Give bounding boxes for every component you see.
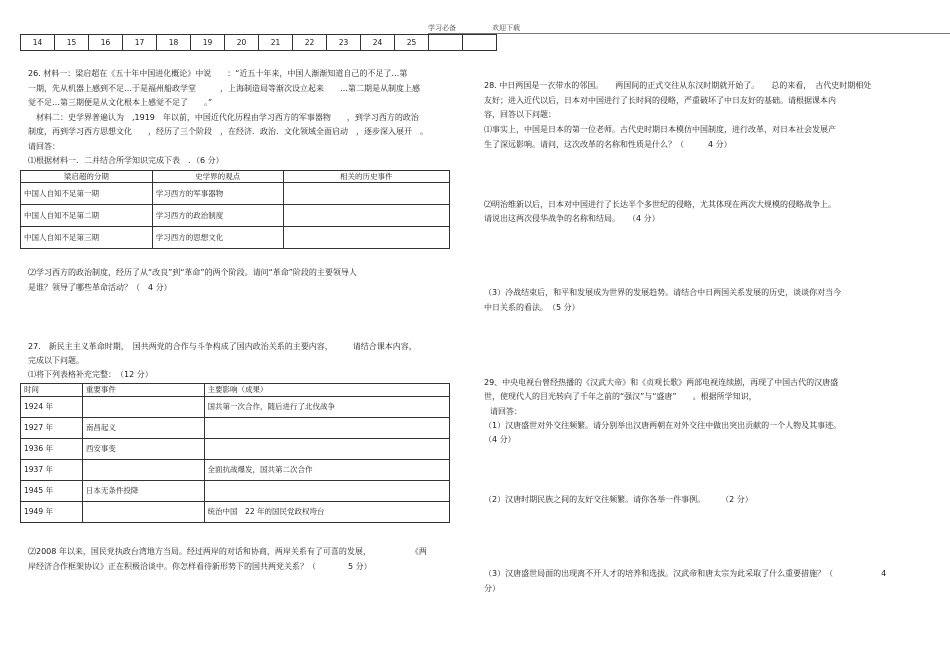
table-row bbox=[21, 439, 450, 460]
q27-answer-cell[interactable] bbox=[204, 418, 449, 439]
q27-cell: 1924 年 bbox=[21, 397, 83, 418]
number-cell: 15 bbox=[55, 35, 89, 51]
q28-line-1: 28. 中日两国是一衣带水的邻国。 两国间的正式交往从东汉时期就开始了。 总的来看， 古代史时期相处 bbox=[484, 81, 872, 90]
q27-table bbox=[20, 383, 450, 523]
q26-table bbox=[20, 170, 450, 249]
q28-sub2-line-1: ⑵明治维新以后，日本对中国进行了长达半个多世纪的侵略，尤其体现在两次大规模的侵略战争上。 bbox=[484, 200, 836, 209]
q26-line-2: 一期，先从机器上感到不足…于是福州船政学堂 ，上海制造局等渐次设立起来 …第二期是从制度上感 bbox=[28, 84, 420, 93]
q29-line-2: 世，使现代人的目光转向了千年之前的“强汉”与“盛唐” 。根据所学知识， bbox=[484, 392, 757, 401]
q27-cell: 西安事变 bbox=[82, 439, 204, 460]
answer-number-table bbox=[20, 34, 497, 51]
q26-answer-cell[interactable] bbox=[283, 205, 450, 227]
q29-sub2-line-1: （2）汉唐时期民族之间的友好交往频繁。请你各举一件事例。 （2 分） bbox=[484, 495, 753, 504]
q27-header-cell: 时间 bbox=[21, 384, 83, 397]
number-cell: 23 bbox=[327, 35, 361, 51]
number-cell: 20 bbox=[225, 35, 259, 51]
number-cell: 24 bbox=[361, 35, 395, 51]
number-cell: 22 bbox=[293, 35, 327, 51]
q27-line-2: 完成以下问题。 bbox=[28, 356, 84, 365]
q26-cell: 中国人自知不足第一期 bbox=[21, 183, 153, 205]
q26-cell: 学习西方的思想文化 bbox=[152, 227, 283, 249]
q27-cell: 1936 年 bbox=[21, 439, 83, 460]
q26-answer-cell[interactable] bbox=[283, 227, 450, 249]
number-cell: 14 bbox=[21, 35, 55, 51]
q29-sub3-line-2: 分） bbox=[484, 584, 500, 593]
number-cell: 17 bbox=[123, 35, 157, 51]
q26-line-6: 请回答： bbox=[28, 142, 60, 151]
q27-sub2-line-2: 岸经济合作框架协议》正在积极洽谈中。你怎样看待新形势下的国共两党关系？（ 5 分） bbox=[28, 562, 372, 571]
table-row bbox=[21, 397, 450, 418]
table-row bbox=[21, 205, 450, 227]
q27-cell: 全面抗战爆发，国共第二次合作 bbox=[204, 460, 449, 481]
q28-sub3-line-1: （3）冷战结束后，和平和发展成为世界的发展趋势。请结合中日两国关系发展的历史，谈谈你对当今 bbox=[484, 288, 842, 297]
q29-sub1-line-2: （4 分） bbox=[484, 435, 516, 444]
q27-cell: 统治中国 22 年的国民党政权垮台 bbox=[204, 502, 449, 523]
q28-line-3: 容，回答以下问题： bbox=[484, 110, 556, 119]
q27-answer-cell[interactable] bbox=[204, 439, 449, 460]
number-cell bbox=[429, 35, 463, 51]
q28-sub1-line-2: 生了深远影响。请问，这次改革的名称和性质是什么？（ 4 分） bbox=[484, 140, 732, 149]
q27-answer-cell[interactable] bbox=[82, 502, 204, 523]
q28-line-2: 友好；进入近代以后，日本对中国进行了长时间的侵略，严重破坏了中日友好的基础。请根据课本内 bbox=[484, 96, 836, 105]
q27-cell: 1945 年 bbox=[21, 481, 83, 502]
table-row bbox=[21, 227, 450, 249]
q28-sub3-line-2: 中日关系的看法。 （5 分） bbox=[484, 303, 580, 312]
q26-cell: 中国人自知不足第三期 bbox=[21, 227, 153, 249]
q27-cell: 南昌起义 bbox=[82, 418, 204, 439]
q26-line-5: 制度，再到学习西方思想文化 ，经历了三个阶段 ，在经济．政治．文化领域全面启动 ，逐步深入展开 。 bbox=[28, 127, 428, 136]
q27-cell: 1927 年 bbox=[21, 418, 83, 439]
q26-cell: 学习西方的政治制度 bbox=[152, 205, 283, 227]
header-divider bbox=[428, 33, 950, 34]
q29-line-3: 请回答： bbox=[490, 407, 522, 416]
table-row bbox=[21, 502, 450, 523]
q26-header-cell: 相关的历史事件 bbox=[283, 171, 450, 183]
q26-sub2-line-1: ⑵学习西方的政治制度，经历了从“改良”到“革命”的两个阶段。请问“革命”阶段的主要领导人 bbox=[28, 268, 357, 277]
number-row bbox=[21, 35, 497, 51]
q27-header-cell: 主要影响（成果） bbox=[204, 384, 449, 397]
q26-line-7: ⑴根据材料一．二并结合所学知识完成下表 ．（6 分） bbox=[28, 156, 224, 165]
q27-answer-cell[interactable] bbox=[82, 397, 204, 418]
q28-sub2-line-2: 请说出这两次侵华战争的名称和结局。 （4 分） bbox=[484, 214, 660, 223]
q27-cell: 日本无条件投降 bbox=[82, 481, 204, 502]
q27-cell: 1949 年 bbox=[21, 502, 83, 523]
q27-sub2-line-1: ⑵2008 年以来，国民党执政台湾地方当局。经过两岸的对话和协商，两岸关系有了可喜的发展， 《两 bbox=[28, 547, 427, 556]
q29-sub3-line-1: （3）汉唐盛世局面的出现离不开人才的培养和选拔。汉武帝和唐太宗为此采取了什么重要措施？（ 4 bbox=[484, 569, 887, 578]
q27-line-1: 27. 新民主主义革命时期， 国共两党的合作与斗争构成了国内政治关系的主要内容， 请结合课本内容， bbox=[28, 342, 417, 351]
q27-cell: 国共第一次合作，随后进行了北伐战争 bbox=[204, 397, 449, 418]
header-right-text: 欢迎下载 bbox=[492, 24, 520, 32]
q26-line-3: 觉不足…第三期便是从文化根本上感觉不足了 。” bbox=[28, 98, 213, 107]
q26-table-header-row bbox=[21, 171, 450, 183]
q26-line-1: 26. 材料一：梁启超在《五十年中国进化概论》中说 ：“近五十年来，中国人渐渐知道自己的不足了…第 bbox=[28, 69, 408, 78]
q26-answer-cell[interactable] bbox=[283, 183, 450, 205]
q27-table-header-row bbox=[21, 384, 450, 397]
q27-line-3: ⑴将下列表格补充完整： （12 分） bbox=[28, 370, 153, 379]
q29-line-1: 29、中央电视台曾经热播的《汉武大帝》和《贞观长歌》两部电视连续剧，再现了中国古代的汉唐盛 bbox=[484, 378, 839, 387]
q26-line-4: 材料二：史学界普遍认为 ,1919 年以前，中国近代化历程由学习西方的军事器物 ，到学习西方的政治 bbox=[28, 113, 419, 122]
q27-answer-cell[interactable] bbox=[82, 460, 204, 481]
q29-sub1-line-1: （1）汉唐盛世对外交往频繁。请分别举出汉唐两朝在对外交往中做出突出贡献的一个人物及其事迹。 bbox=[484, 421, 842, 430]
table-row bbox=[21, 460, 450, 481]
q26-header-cell: 梁启超的分期 bbox=[21, 171, 153, 183]
number-cell bbox=[463, 35, 497, 51]
number-cell: 18 bbox=[157, 35, 191, 51]
number-cell: 19 bbox=[191, 35, 225, 51]
q26-cell: 中国人自知不足第二期 bbox=[21, 205, 153, 227]
table-row bbox=[21, 481, 450, 502]
q27-answer-cell[interactable] bbox=[204, 481, 449, 502]
number-cell: 25 bbox=[395, 35, 429, 51]
number-cell: 21 bbox=[259, 35, 293, 51]
q26-cell: 学习西方的军事器物 bbox=[152, 183, 283, 205]
q27-cell: 1937 年 bbox=[21, 460, 83, 481]
header-left-text: 学习必备 bbox=[428, 24, 456, 32]
number-cell: 16 bbox=[89, 35, 123, 51]
table-row bbox=[21, 183, 450, 205]
q26-header-cell: 史学界的观点 bbox=[152, 171, 283, 183]
q28-sub1-line-1: ⑴事实上，中国是日本的第一位老师。古代史时期日本模仿中国制度，进行改革，对日本社会发展产 bbox=[484, 125, 836, 134]
table-row bbox=[21, 418, 450, 439]
q26-sub2-line-2: 是谁？领导了哪些革命活动？（ 4 分） bbox=[28, 283, 172, 292]
q27-header-cell: 重要事件 bbox=[82, 384, 204, 397]
